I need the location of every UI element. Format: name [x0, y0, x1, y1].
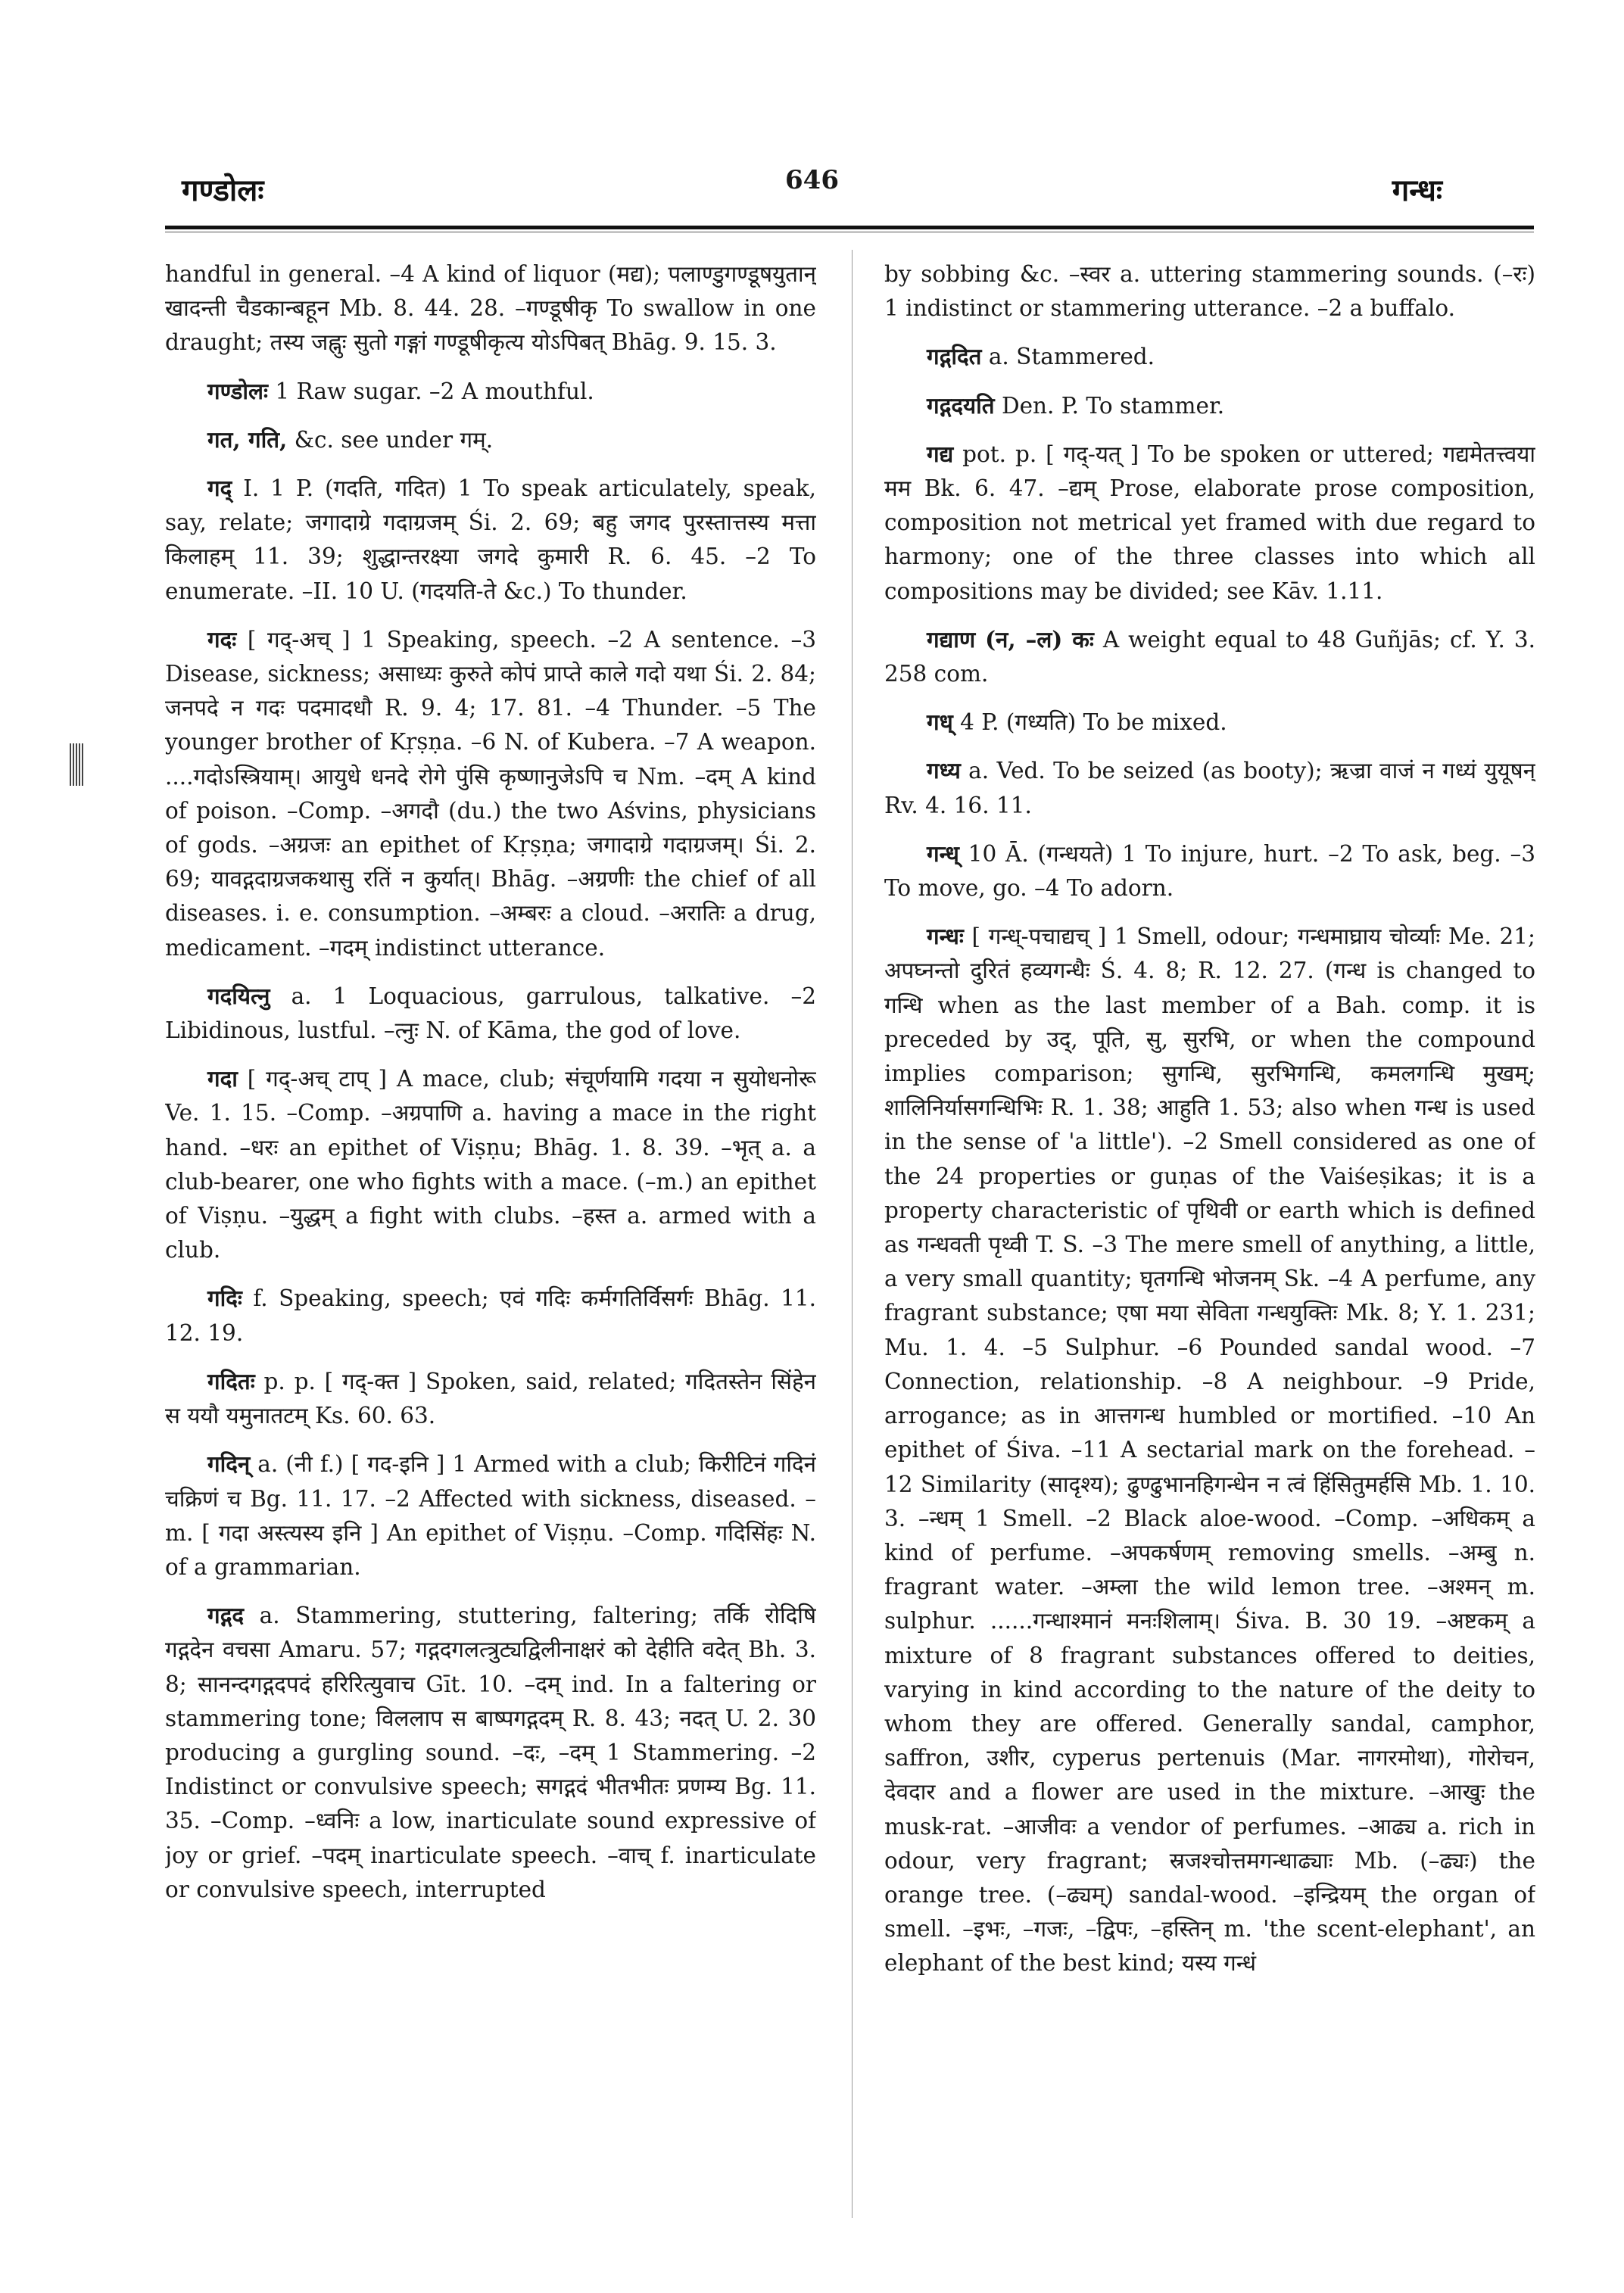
entry-definition: [ गद्-अच् ] 1 Speaking, speech. –2 A sentence. –3 Disease, sickness; असाध्यः कुरुते कोपं प्राप्ते काले गदो यथा Śi. 2. 84; जनपदे न गदः पदमादधौ R. 9. 4; 17. 81. –4 Thunder. –5 The younger brother of Kṛṣṇa. –6 N. of Kubera. –7 A weapon. ....गदोऽस्त्रियाम्। आयुधे धनदे रोगे पुंसि कृष्णानुजेऽपि च Nm. –दम् A kind of poison. –Comp. –अगदौ (du.) the two Aśvins, physicians of gods. –अग्रजः an epithet of Kṛṣṇa; जगादाग्रे गदाग्रजम्। Śi. 2. 69; यावद्गदाग्रजकथासु रतिं न कुर्यात्। Bhāg. –अग्रणीः the chief of all diseases. i. e. consumption. –अम्बरः a cloud. –अरातिः a drug, medicament. –गदम् indistinct utterance. — [165, 626, 816, 961]
entry-headword: गदा — [207, 1065, 238, 1092]
left-column — [165, 257, 816, 2218]
header-rule — [165, 226, 1534, 229]
entry-headword: गदिः — [207, 1285, 242, 1312]
entry-headword: गद् — [207, 475, 232, 502]
entry-definition: [ गन्ध्-पचाद्यच् ] 1 Smell, odour; गन्धमाघ्राय चोर्व्याः Me. 21; अपघ्नन्तो दुरितं हव्यगन्धैः Ś. 4. 8; R. 12. 27. (गन्ध is changed to गन्धि when as the last member of a Bah. comp. it is preceded by उद्, पूति, सु, सुरभि, or when the compound implies comparison; सुगन्धि, सुरभिगन्धि, कमलगन्धि मुखम्; शालिनिर्यासगन्धिभिः R. 1. 38; आहुति 1. 53; also when गन्ध is used in the sense of 'a little'). –2 Smell considered as one of the 24 properties or guṇas of the Vaiśeṣikas; it is a property characteristic of पृथिवी or earth which is defined as गन्धवती पृथ्वी T. S. –3 The mere smell of anything, a little, a very small quantity; घृतगन्धि भोजनम् Sk. –4 A perfume, any fragrant substance; एषा मया सेविता गन्धयुक्तिः Mk. 8; Y. 1. 231; Mu. 1. 4. –5 Sulphur. –6 Pounded sandal wood. –7 Connection, relationship. –8 A neighbour. –9 Pride, arrogance; as in आत्तगन्ध humbled or mortified. –10 An epithet of Śiva. –11 A sectarial mark on the forehead. –12 Similarity (सादृश्य); ढुण्ढुभानहिगन्धेन न त्वं हिंसितुमर्हसि Mb. 1. 10. 3. –न्धम् 1 Smell. –2 Black aloe-wood. –Comp. –अधिकम् a kind of perfume. –अपकर्षणम् removing smells. –अम्बु n. fragrant water. –अम्ला the wild lemon tree. –अश्मन् m. sulphur. ......गन्धाश्मानं मनःशिलाम्। Śiva. B. 30 19. –अष्टकम् a mixture of 8 fragrant substances offered to deities, varying in kind according to the nature of the deity to whom they are offered. Generally sandal, camphor, saffron, उशीर, cyperus pertenuis (Mar. नागरमोथा), गोरोचन, देवदार and a flower are used in the mixture. –आखुः the musk-rat. –आजीवः a vendor of perfumes. –आढ्य a. rich in odour, very fragrant; स्रजश्चोत्तमगन्धाढ्याः Mb. (–ढ्यः) the orange tree. (–ढ्यम्) sandal-wood. –इन्द्रियम् the organ of smell. –इभः, –गजः, –द्विपः, –हस्तिन् m. 'the scent-elephant', an elephant of the best kind; यस्य गन्धं — [884, 924, 1535, 1977]
dictionary-entry — [165, 471, 816, 609]
entry-definition: 10 Ā. (गन्धयते) 1 To injure, hurt. –2 To ask, beg. –3 To move, go. –4 To adorn. — [884, 840, 1535, 902]
entry-headword: गन्धः — [927, 923, 964, 950]
entry-headword: गदः — [207, 625, 237, 653]
entry-headword: गद्गदित — [927, 343, 982, 370]
dictionary-entry — [165, 1447, 816, 1584]
dictionary-entry — [884, 257, 1535, 326]
entry-text — [165, 257, 816, 360]
entry-headword: गदितः — [207, 1367, 255, 1394]
entry-definition: &c. see under गम्. — [287, 426, 494, 453]
entry-definition: pot. p. [ गद्-यत् ] To be spoken or uttered; गद्यमेतत्त्वया मम Bk. 6. 47. –द्यम् Prose, elaborate prose composition, composition not metrical yet framed with due regard to harmony; one of the three classes into which all compositions may be divided; see Kāv. 1.11. — [884, 441, 1535, 604]
entry-definition: a. Stammered. — [981, 344, 1155, 370]
entry-headword: गण्डोलः — [207, 377, 269, 404]
dictionary-entry — [884, 622, 1535, 691]
entry-definition: [ गद्-अच् टाप् ] A mace, club; संचूर्णयामि गदया न सुयोधनोरू Ve. 1. 15. –Comp. –अग्रपाणि a. having a mace in the right hand. –धरः an epithet of Viṣṇu; Bhāg. 1. 8. 39. –भृत् a. a club-bearer, one who fights with a mace. (–m.) an epithet of Viṣṇu. –युद्धम् a fight with clubs. –हस्त a. armed with a club. — [165, 1066, 816, 1263]
entry-definition: 1 Raw sugar. –2 A mouthful. — [268, 378, 594, 404]
entry-definition: a. Ved. To be seized (as booty); ऋज्रा वाजं न गध्यं युयूषन् Rv. 4. 16. 11. — [884, 758, 1535, 818]
entry-text — [884, 257, 1535, 326]
dictionary-entry — [165, 422, 816, 457]
entry-headword: गद्गदयति — [927, 391, 995, 419]
margin-tick-mark — [70, 743, 83, 786]
dictionary-entry — [884, 705, 1535, 740]
entry-definition: I. 1 P. (गदति, गदित) 1 To speak articulately, speak, say, relate; जगादाग्रे गदाग्रजम् Śi. 2. 69; बहु जगद पुरस्तात्तस्य मत्ता किलाहम् 11. 39; शुद्धान्तरक्ष्या जगदे कुमारी R. 6. 45. –2 To enumerate. –II. 10 U. (गदयति-ते &c.) To thunder. — [165, 475, 816, 604]
entry-definition: a. (नी f.) [ गद-इनि ] 1 Armed with a club; किरीटिनं गदिनं चक्रिणं च Bg. 11. 17. –2 Affected with sickness, diseased. –m. [ गदा अस्त्यस्य इनि ] An epithet of Viṣṇu. –Comp. गदिसिंहः N. of a grammarian. — [165, 1451, 816, 1580]
entry-definition: f. Speaking, speech; एवं गदिः कर्मगतिर्विसर्गः Bhāg. 11. 12. 19. — [165, 1285, 816, 1346]
entry-definition: handful in general. –4 A kind of liquor (मद्य); पलाण्डुगण्डूषयुतान् खादन्ती चैडकान्बहून Mb. 8. 44. 28. –गण्डूषीकृ To swallow in one draught; तस्य जह्नुः सुतो गङ्गां गण्डूषीकृत्य योऽपिबत् Bhāg. 9. 15. 3. — [165, 261, 816, 356]
page-number: 646 — [785, 165, 839, 195]
dictionary-entry — [884, 753, 1535, 822]
dictionary-entry — [165, 1598, 816, 1907]
entry-headword: गध् — [927, 709, 953, 736]
entry-headword: गदिन् — [207, 1450, 251, 1478]
column-divider — [852, 250, 853, 2218]
dictionary-entry — [884, 919, 1535, 1980]
running-head-last-word: गन्धः — [1392, 173, 1442, 208]
entry-definition: 4 P. (गध्यति) To be mixed. — [952, 709, 1227, 736]
entry-headword: गदयित्नु — [207, 982, 270, 1009]
entry-headword: गद्य — [927, 440, 954, 467]
dictionary-entry — [884, 339, 1535, 374]
entry-headword: गद्याण (न, –ल) कः — [927, 625, 1094, 653]
entry-headword: गत, गति, — [207, 425, 288, 453]
dictionary-entry — [884, 437, 1535, 609]
dictionary-entry — [165, 1364, 816, 1433]
dictionary-entry — [165, 374, 816, 409]
dictionary-entry — [165, 979, 816, 1048]
right-column — [884, 257, 1535, 2218]
entry-headword: गन्ध् — [927, 840, 959, 867]
entry-definition: by sobbing &c. –स्वर a. uttering stammering sounds. (–रः) 1 indistinct or stammering utterance. –2 a buffalo. — [884, 261, 1535, 322]
dictionary-entry — [165, 1281, 816, 1350]
entry-definition: p. p. [ गद्-क्त ] Spoken, said, related; गदितस्तेन सिंहेन स ययौ यमुनातटम् Ks. 60. 63. — [165, 1368, 816, 1429]
entry-headword: गध्य — [927, 757, 961, 784]
running-head-first-word: गण्डोलः — [182, 173, 264, 208]
entry-definition: a. 1 Loquacious, garrulous, talkative. –2 Libidinous, lustful. –त्नुः N. of Kāma, the god of love. — [165, 983, 816, 1044]
entry-headword: गद्गद — [207, 1602, 244, 1629]
dictionary-entry — [165, 1061, 816, 1267]
entry-definition: A weight equal to 48 Guñjās; cf. Y. 3. 258 com. — [884, 626, 1535, 687]
dictionary-entry — [165, 622, 816, 965]
entry-definition: a. Stammering, stuttering, faltering; तर्कि रोदिषि गद्गदेन वचसा Amaru. 57; गद्गदगलत्त्रुट्यद्विलीनाक्षरं को देहीति वदेत् Bh. 3. 8; सानन्दगद्गदपदं हरिरित्युवाच Gīt. 10. –दम् ind. In a faltering or stammering tone; विललाप स बाष्पगद्गदम् R. 8. 43; नदत् U. 2. 30 producing a gurgling sound. –दः, –दम् 1 Stammering. –2 Indistinct or convulsive speech; सगद्गदं भीतभीतः प्रणम्य Bg. 11. 35. –Comp. –ध्वनिः a low, inarticulate sound expressive of joy or grief. –पदम् inarticulate speech. –वाच् f. inarticulate or convulsive speech, interrupted — [165, 1603, 816, 1902]
dictionary-entry — [165, 257, 816, 360]
dictionary-entry — [884, 388, 1535, 423]
dictionary-entry — [884, 837, 1535, 905]
entry-definition: Den. P. To stammer. — [994, 392, 1225, 419]
